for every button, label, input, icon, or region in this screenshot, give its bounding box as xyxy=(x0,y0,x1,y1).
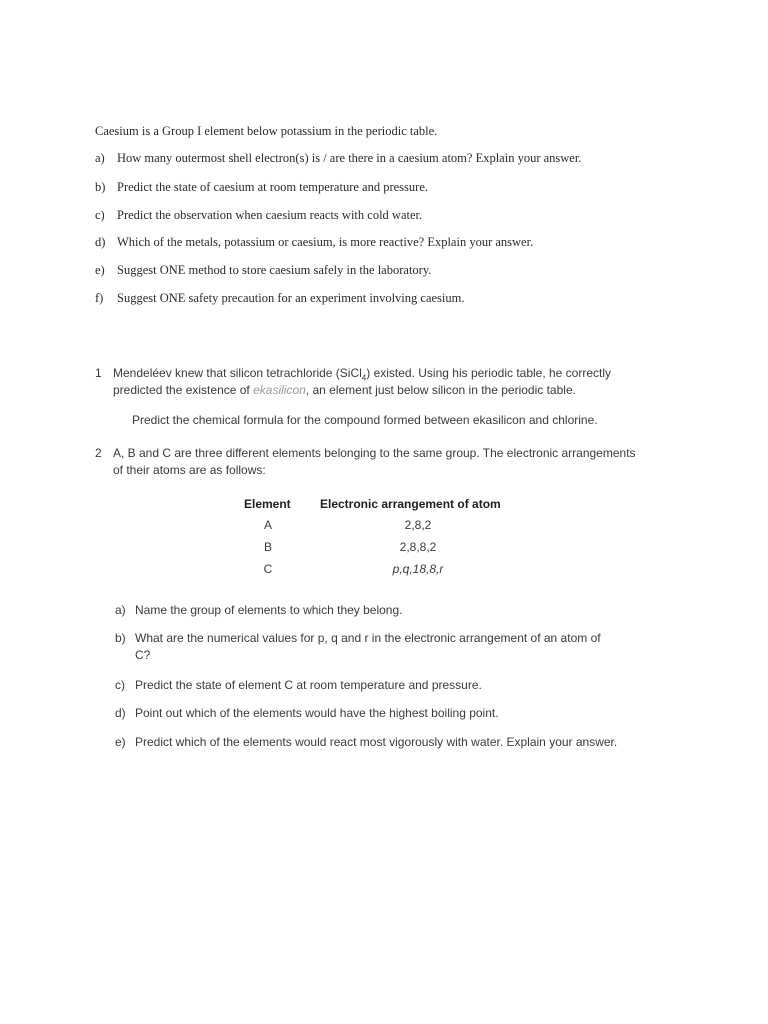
subquestion-text: What are the numerical values for p, q and r in the electronic arrangement of an atom of xyxy=(135,631,601,645)
subquestion-label: a) xyxy=(115,603,126,617)
subquestion-label: b) xyxy=(115,631,126,645)
subquestion-label: c) xyxy=(115,678,125,692)
question-text: How many outermost shell electron(s) is / are there in a caesium atom? Explain your answer. xyxy=(117,151,582,165)
table-header-arrangement: Electronic arrangement of atom xyxy=(320,497,501,511)
subquestion-text: Predict the state of element C at room temperature and pressure. xyxy=(135,678,482,692)
table-cell-element: B xyxy=(263,540,273,554)
subquestion-text: Predict which of the elements would react most vigorously with water. Explain your answer. xyxy=(135,735,618,749)
question-text: Suggest ONE method to store caesium safely in the laboratory. xyxy=(117,263,432,277)
q1-task: Predict the chemical formula for the compound formed between ekasilicon and chlorine. xyxy=(132,413,598,427)
subquestion-text: Point out which of the elements would have the highest boiling point. xyxy=(135,706,499,720)
question-label: b) xyxy=(95,180,106,194)
table-cell-arrangement: 2,8,2 xyxy=(404,518,432,532)
question-number: 1 xyxy=(95,366,102,380)
question-text: Suggest ONE safety precaution for an experiment involving caesium. xyxy=(117,291,465,305)
table-cell-arrangement: 2,8,8,2 xyxy=(399,540,437,554)
intro-text: Caesium is a Group I element below potassium in the periodic table. xyxy=(95,124,438,138)
question-label: a) xyxy=(95,151,105,165)
table-cell-element: C xyxy=(263,562,273,576)
q1-line-2-start: predicted the existence of xyxy=(113,383,254,397)
table-cell-arrangement: p,q,18,8,r xyxy=(392,562,444,576)
table-cell-element: A xyxy=(263,518,273,532)
subquestion-label: d) xyxy=(115,706,126,720)
q1-line-1-start: Mendeléev knew that silicon tetrachloride (SiCl xyxy=(113,366,362,380)
q2-line-2: of their atoms are as follows: xyxy=(113,463,266,477)
subscript: 4 xyxy=(361,373,367,383)
question-label: f) xyxy=(95,291,104,305)
question-text: Predict the state of caesium at room temperature and pressure. xyxy=(117,180,428,194)
subquestion-label: e) xyxy=(115,735,126,749)
table-header-element: Element xyxy=(244,497,291,511)
question-number: 2 xyxy=(95,446,102,460)
question-label: c) xyxy=(95,208,105,222)
question-label: e) xyxy=(95,263,105,277)
question-text: Predict the observation when caesium reacts with cold water. xyxy=(117,208,423,222)
q2-line-1: A, B and C are three different elements belonging to the same group. The electronic arrangements xyxy=(113,446,636,460)
question-label: d) xyxy=(95,235,106,249)
q1-line-2-end: , an element just below silicon in the periodic table. xyxy=(305,383,576,397)
subquestion-text-continued: C? xyxy=(135,648,151,662)
q1-line-2 xyxy=(113,383,576,397)
ekasilicon-term: ekasilicon xyxy=(253,383,306,397)
q1-line-1-end: ) existed. Using his periodic table, he correctly xyxy=(366,366,612,380)
q1-line-1 xyxy=(113,366,611,382)
question-text: Which of the metals, potassium or caesium, is more reactive? Explain your answer. xyxy=(117,235,534,249)
subquestion-text: Name the group of elements to which they belong. xyxy=(135,603,403,617)
